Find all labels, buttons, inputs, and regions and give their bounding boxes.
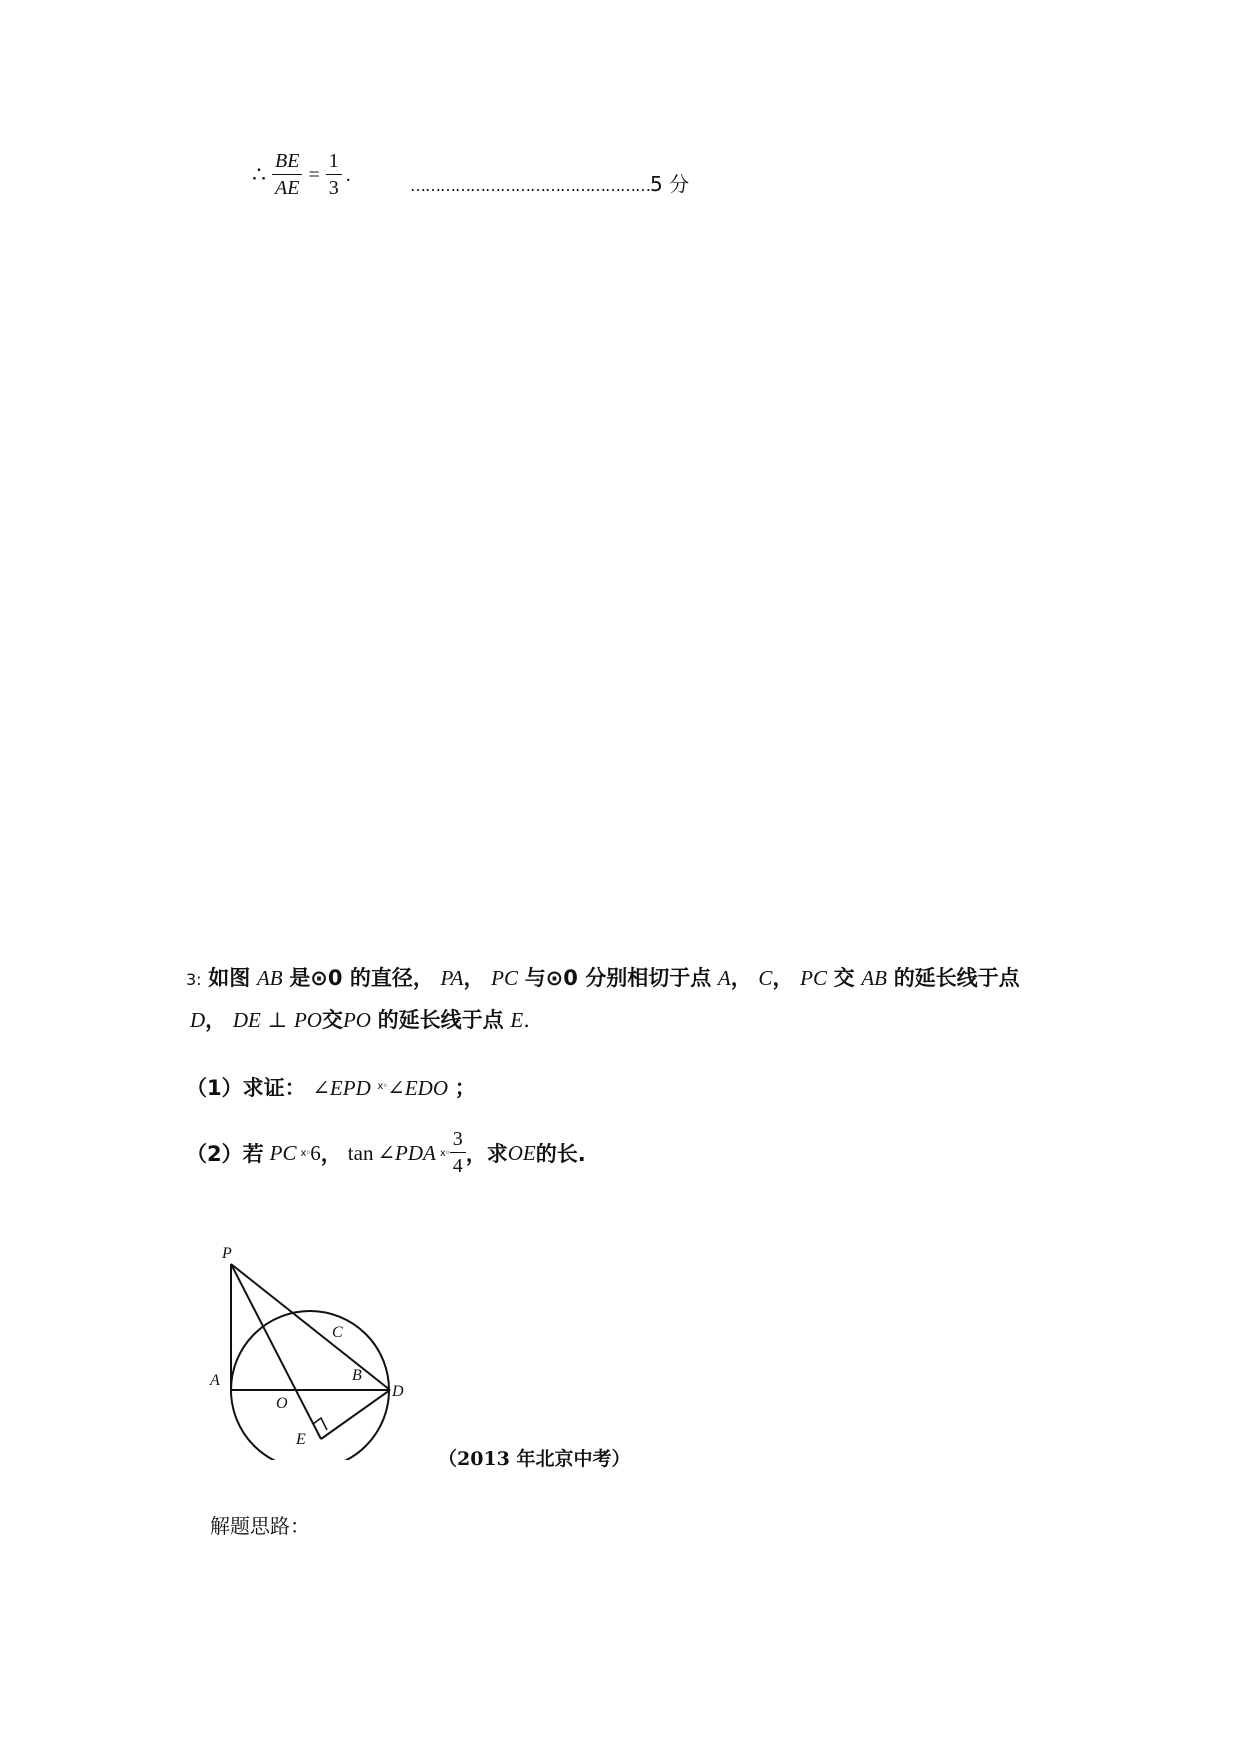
label-c: C	[332, 1324, 343, 1341]
segment-de	[321, 1390, 390, 1439]
label-d: D	[392, 1383, 404, 1400]
text: ，	[730, 966, 752, 990]
equals-sign: =	[308, 163, 320, 186]
label-b: B	[352, 1367, 362, 1384]
math-po: PO	[293, 1008, 322, 1032]
text: ；	[454, 1076, 476, 1100]
perpendicular-symbol: ⊥	[267, 1008, 288, 1032]
math-c: C	[758, 966, 773, 990]
fraction-denominator: 4	[452, 1155, 463, 1177]
part-1	[186, 1072, 476, 1102]
fraction-three-quarters	[450, 1128, 466, 1178]
equals-glyph: ⅹ◦	[377, 1081, 388, 1092]
conclusion-line	[252, 150, 351, 200]
fraction-denominator: 3	[328, 177, 339, 199]
tan-function: tan	[347, 1140, 374, 1165]
problem-number: 3:	[186, 970, 202, 989]
text: ，求	[465, 1142, 508, 1166]
text: 交	[833, 966, 855, 990]
dot-leader: …………………………………………	[410, 176, 650, 195]
label-e: E	[296, 1431, 306, 1448]
math-po: PO	[342, 1008, 371, 1032]
problem-line-1	[186, 962, 1020, 992]
part-2	[186, 1128, 586, 1178]
angle-epd: ∠EPD	[312, 1076, 371, 1100]
hint-label: 解题思路：	[210, 1514, 310, 1538]
label-o: O	[276, 1395, 288, 1412]
math-oe: OE	[507, 1140, 536, 1165]
geometry-figure	[200, 1240, 420, 1460]
text: 与⊙0 分别相切于点	[524, 966, 712, 990]
text: 的长.	[535, 1142, 586, 1166]
period: .	[345, 163, 351, 186]
math-d: D	[190, 1008, 206, 1032]
part-2-label: （2）若	[186, 1142, 264, 1166]
equals-glyph: ⅹ◦	[300, 1147, 311, 1159]
score-text: 5 分	[650, 172, 690, 196]
math-ab: AB	[256, 966, 283, 990]
text: ，	[772, 966, 794, 990]
fraction-be-ae	[272, 150, 302, 200]
math-pc: PC	[800, 966, 827, 990]
angle-pda: ∠PDA	[377, 1140, 436, 1165]
text: 的延长线于点	[377, 1008, 504, 1032]
fraction-numerator: 3	[450, 1128, 466, 1153]
text: ，	[205, 1008, 227, 1032]
segment-pd	[231, 1264, 390, 1390]
part-1-label: （1）求证：	[186, 1076, 306, 1100]
text: .	[523, 1008, 530, 1032]
label-a: A	[210, 1372, 220, 1389]
fraction-denominator: AE	[275, 177, 300, 199]
text: 是⊙0 的直径，	[289, 966, 434, 990]
angle-edo: ∠EDO	[387, 1076, 449, 1100]
problem-line-2	[190, 1004, 530, 1034]
text: ，	[320, 1142, 342, 1166]
math-de: DE	[232, 1008, 261, 1032]
fraction-numerator: 1	[326, 150, 342, 175]
value-6: 6	[310, 1140, 321, 1165]
text: 交	[321, 1008, 343, 1032]
text: 如图	[208, 966, 251, 990]
math-a: A	[717, 966, 731, 990]
fraction-numerator: BE	[272, 150, 302, 175]
fraction-one-third	[326, 150, 342, 200]
therefore-symbol: ∴	[252, 162, 266, 187]
math-ab: AB	[861, 966, 887, 990]
score-leader	[410, 168, 689, 197]
math-pc: PC	[491, 966, 518, 990]
text: ，	[463, 966, 485, 990]
math-pa: PA	[440, 966, 464, 990]
equals-glyph: ⅹ◦	[439, 1147, 450, 1159]
circle-o	[231, 1311, 389, 1460]
text: 的延长线于点	[893, 966, 1020, 990]
math-pc: PC	[269, 1140, 297, 1165]
label-p: P	[222, 1245, 232, 1262]
math-e: E	[510, 1008, 524, 1032]
source-citation: （2013 年北京中考）	[438, 1448, 631, 1470]
segment-pe	[231, 1264, 321, 1439]
